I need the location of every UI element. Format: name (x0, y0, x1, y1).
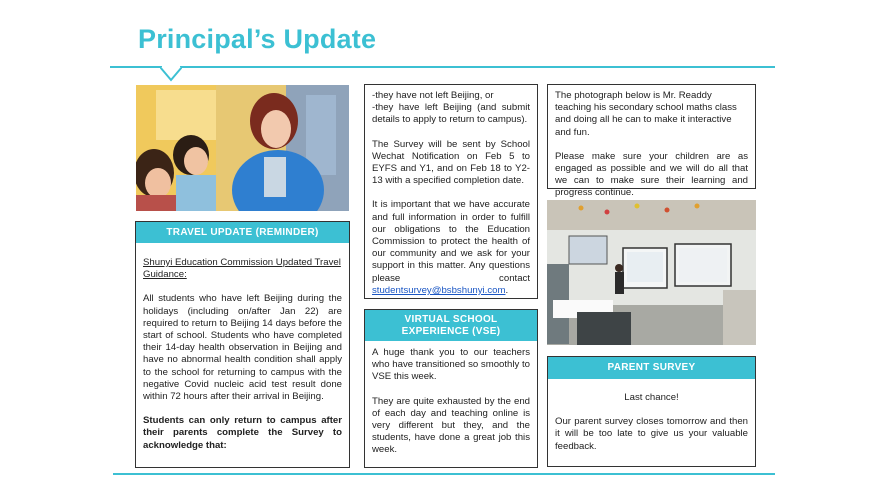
engagement-request-text: Please make sure your children are as engaged as possible and we will do all that we can to make sure their learning and progress continue. (555, 150, 748, 199)
survey-email-suffix: . (505, 284, 509, 296)
travel-update-box (135, 221, 350, 468)
photo-description-text: The photograph below is Mr. Readdy teaching his secondary school maths class and doing all he can to make it interactive and fun. (555, 90, 737, 138)
classroom-teaching-photo-icon (547, 200, 756, 345)
survey-bullet-not-left: -they have not left Beijing, or (372, 90, 494, 101)
page-title: Principal’s Update (138, 24, 377, 54)
last-chance-text: Last chance! (624, 392, 679, 403)
vse-effort-text: They are quite exhausted by the end of each day and teaching online is very different but they, and the students, have done a great job this week. (372, 395, 530, 456)
survey-importance-text: It is important that we have accurate and full information in order to fulfill our obligations to the Education Commission to protect the health of our community and we ask for your support in this matter. Any questions please contact (372, 199, 530, 284)
vse-box (364, 309, 538, 468)
divider-notch-icon (160, 66, 182, 82)
principal-with-children-photo-icon (136, 85, 349, 211)
survey-email-link[interactable]: studentsurvey@bsbshunyi.com (372, 284, 506, 296)
survey-info-box (364, 84, 538, 299)
principal-photo (136, 85, 349, 211)
survey-bullet-left: -they have left Beijing (and submit details to apply to return to campus). (372, 102, 530, 126)
footer-divider (113, 473, 775, 475)
parent-survey-box (547, 356, 756, 467)
photo-note-box (547, 84, 756, 199)
vse-heading: VIRTUAL SCHOOL EXPERIENCE (VSE) (365, 310, 537, 341)
title-divider (110, 66, 775, 68)
classroom-photo (547, 200, 756, 345)
parent-survey-text: Our parent survey closes tomorrow and then it will be too late to give us your valuable feedback. (555, 416, 748, 452)
parent-survey-heading: PARENT SURVEY (548, 357, 755, 379)
travel-guidance-subheading: Shunyi Education Commission Updated Travel Guidance: (143, 257, 341, 281)
survey-schedule-text: The Survey will be sent by School Wechat Notification on Feb 5 to EYFS and Y1, and on Feb 18 to Y2-13 with a specified completion date. (372, 138, 530, 187)
travel-update-heading: TRAVEL UPDATE (REMINDER) (136, 222, 349, 243)
vse-thanks-text: A huge thank you to our teachers who have transitioned so smoothly to VSE this week. (372, 347, 530, 383)
travel-guidance-text: All students who have left Beijing during the holidays (including on/after Jan 22) are required to return to Beijing 14 days before the start of school. Students who have completed their 14-day health observation in Beijing and have no abnormal health condition shall apply to the school for returning to campus with the negative Covid nucleic acid test result done within 72 hours after their arrival in Beijing. (143, 293, 342, 403)
travel-survey-requirement: Students can only return to campus after their parents complete the Survey to acknowledge that: (143, 415, 342, 451)
